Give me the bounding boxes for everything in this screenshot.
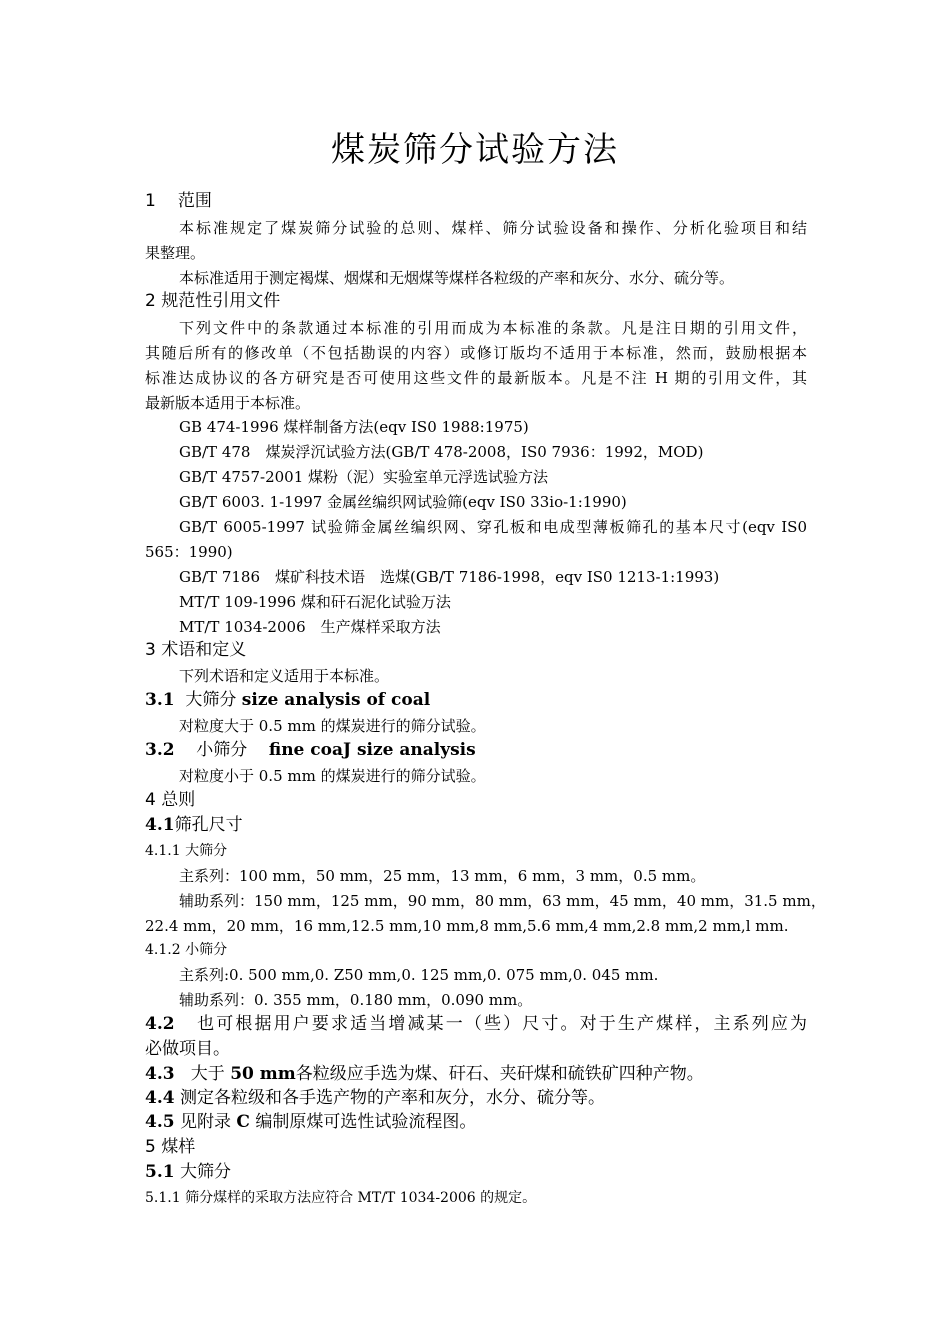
clause-4-2-text: 也可根据用户要求适当增减某一（些）尺寸。对于生产煤样，主系列应为 bbox=[197, 1014, 808, 1034]
section-1-number: 1 bbox=[145, 191, 156, 211]
auxiliary-series-small: 辅助系列：0. 355 mm，0.180 mm，0.090 mm。 bbox=[179, 991, 533, 1009]
term-3-2-heading bbox=[145, 738, 476, 762]
main-series-small: 主系列:0. 500 mm,0. Z50 mm,0. 125 mm,0. 075 mm,0. 045 mm. bbox=[179, 966, 659, 984]
reference-item-continued: 565：1990) bbox=[145, 543, 233, 561]
section-1-para-1-line-1: 本标准规定了煤炭筛分试验的总则、煤样、筛分试验设备和操作、分析化验项目和结 bbox=[179, 219, 807, 237]
term-3-2-english: fine coaJ size analysis bbox=[268, 740, 476, 760]
term-3-2-chinese: 小筛分 bbox=[196, 740, 248, 760]
clause-4-2-number: 4.2 bbox=[145, 1014, 175, 1034]
subsection-4-1-heading bbox=[145, 813, 243, 837]
clause-4-5-text: 编制原煤可选性试验流程图。 bbox=[255, 1112, 477, 1132]
clause-4-3-text: 各粒级应手选为煤、矸石、夹矸煤和硫铁矿四种产物。 bbox=[295, 1064, 704, 1084]
section-2-para-line-1: 下列文件中的条款通过本标准的引用而成为本标准的条款。凡是注日期的引用文件， bbox=[179, 319, 807, 337]
section-2-para-line-4: 最新版本适用于本标准。 bbox=[145, 394, 311, 412]
term-3-1-english: size analysis of coal bbox=[241, 690, 431, 710]
section-2-para-line-2: 其随后所有的修改单（不包括勘误的内容）或修订版均不适用于本标准，然而，鼓励根据本 bbox=[145, 344, 807, 362]
section-1-heading bbox=[145, 189, 212, 213]
clause-4-4 bbox=[145, 1086, 605, 1110]
clause-4-3-size: 50 mm bbox=[230, 1064, 296, 1084]
clause-4-5-number: 4.5 bbox=[145, 1112, 175, 1132]
reference-item: GB 474-1996 煤样制备方法(eqv IS0 1988:1975) bbox=[179, 418, 529, 436]
subsection-5-1-number: 5.1 bbox=[145, 1162, 175, 1182]
section-1-para-2: 本标准适用于测定褐煤、烟煤和无烟煤等煤样各粒级的产率和灰分、水分、硫分等。 bbox=[179, 269, 735, 287]
clause-4-3-number: 4.3 bbox=[145, 1064, 175, 1084]
clause-4-5-appendix: C bbox=[236, 1112, 250, 1132]
subsection-4-1-title: 筛孔尺寸 bbox=[174, 815, 243, 835]
auxiliary-series-large-line-1: 辅助系列：150 mm，125 mm，90 mm，80 mm，63 mm，45 mm，40 mm，31.5 mm， bbox=[179, 892, 826, 910]
reference-item: GB/T 7186 煤矿科技术语 选煤(GB/T 7186-1998，eqv IS0 1213-1:1993) bbox=[179, 568, 720, 586]
clause-4-4-number: 4.4 bbox=[145, 1088, 175, 1108]
clause-4-2-line-1 bbox=[145, 1012, 807, 1036]
clause-4-3-prefix: 大于 bbox=[190, 1064, 225, 1084]
document-title: 煤炭筛分试验方法 bbox=[331, 130, 619, 170]
clause-4-3 bbox=[145, 1062, 704, 1086]
clause-4-5 bbox=[145, 1110, 476, 1134]
term-3-1-definition: 对粒度大于 0.5 mm 的煤炭进行的筛分试验。 bbox=[179, 717, 486, 735]
section-2-para-line-3: 标准达成协议的各方研究是否可使用这些文件的最新版本。凡是不注 H 期的引用文件，其 bbox=[145, 369, 807, 387]
reference-item: GB/T 478 煤炭浮沉试验方法(GB/T 478-2008，IS0 7936：1992，MOD) bbox=[179, 443, 704, 461]
term-3-1-number: 3.1 bbox=[145, 690, 175, 710]
subsection-4-1-number: 4.1 bbox=[145, 815, 175, 835]
reference-item: GB/T 4757-2001 煤粉（泥）实验室单元浮选试验方法 bbox=[179, 468, 549, 486]
clause-4-5-prefix: 见附录 bbox=[179, 1112, 231, 1132]
reference-item: MT/T 109-1996 煤和矸石泥化试验万法 bbox=[179, 593, 451, 611]
reference-item: GB/T 6005-1997 试验筛金属丝编织网、穿孔板和电成型薄板筛孔的基本尺寸(eqv IS0 bbox=[179, 518, 807, 536]
section-5-heading: 5 煤样 bbox=[145, 1137, 196, 1157]
term-3-2-number: 3.2 bbox=[145, 740, 175, 760]
term-3-1-heading bbox=[145, 688, 430, 712]
reference-item: GB/T 6003. 1-1997 金属丝编织网试验筛(eqv IS0 33io-1:1990) bbox=[179, 493, 627, 511]
clause-4-4-text: 测定各粒级和各手选产物的产率和灰分，水分、硫分等。 bbox=[179, 1088, 605, 1108]
clause-5-1-1: 5.1.1 筛分煤样的采取方法应符合 MT/T 1034-2006 的规定。 bbox=[145, 1190, 537, 1206]
section-1-para-1-line-2: 果整理。 bbox=[145, 244, 206, 262]
section-3-intro: 下列术语和定义适用于本标准。 bbox=[179, 667, 390, 685]
reference-item: MT/T 1034-2006 生产煤样采取方法 bbox=[179, 618, 441, 636]
subsection-4-1-2-heading: 4.1.2 小筛分 bbox=[145, 942, 228, 958]
term-3-1-chinese: 大筛分 bbox=[185, 690, 237, 710]
subsection-5-1-title: 大筛分 bbox=[179, 1162, 231, 1182]
subsection-5-1-heading bbox=[145, 1160, 231, 1184]
section-4-heading: 4 总则 bbox=[145, 790, 196, 810]
section-1-title: 范围 bbox=[177, 191, 212, 211]
main-series-large: 主系列：100 mm，50 mm，25 mm，13 mm，6 mm，3 mm，0.5 mm。 bbox=[179, 867, 706, 885]
section-2-heading: 2 规范性引用文件 bbox=[145, 291, 281, 311]
section-3-heading: 3 术语和定义 bbox=[145, 640, 247, 660]
clause-4-2-line-2: 必做项目。 bbox=[145, 1039, 230, 1059]
term-3-2-definition: 对粒度小于 0.5 mm 的煤炭进行的筛分试验。 bbox=[179, 767, 486, 785]
auxiliary-series-large-line-2: 22.4 mm，20 mm，16 mm,12.5 mm,10 mm,8 mm,5.6 mm,4 mm,2.8 mm,2 mm,l mm. bbox=[145, 917, 789, 935]
subsection-4-1-1-heading: 4.1.1 大筛分 bbox=[145, 843, 228, 859]
